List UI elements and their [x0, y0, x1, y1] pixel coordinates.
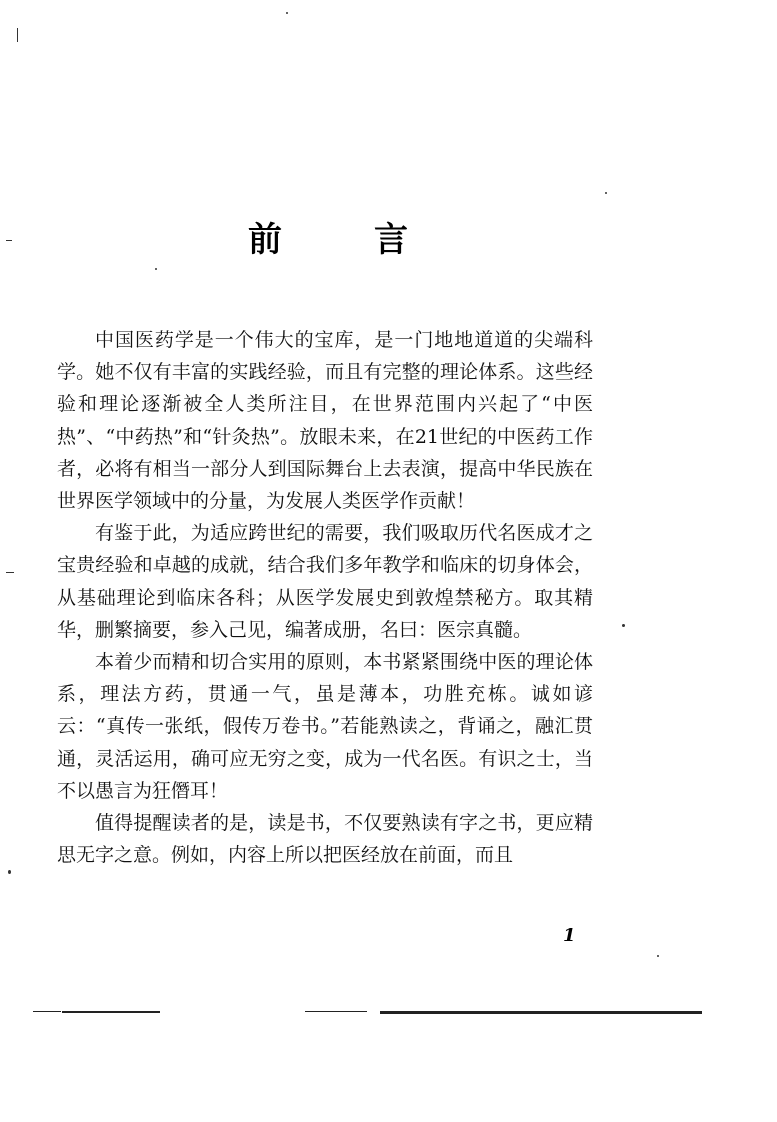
scan-speck: [6, 240, 12, 241]
scan-speck: [17, 28, 18, 42]
scan-speck: [6, 572, 14, 573]
title-char-1: 前: [248, 220, 282, 260]
paragraph-3: 本着少而精和切合实用的原则，本书紧紧围绕中医的理论体系，理法方药，贯通一气，虽是薄本，功胜充栋。诚如谚云：“真传一张纸，假传万卷书。”若能熟读之，背诵之，融汇贯通，灵活运用，确可应无穷之变，成为一代名医。有识之士，当不以愚言为狂僭耳！: [57, 651, 593, 802]
bottom-rule-segment: [305, 1011, 367, 1012]
paragraph-2: 有鉴于此，为适应跨世纪的需要，我们吸取历代名医成才之宝贵经验和卓越的成就，结合我们多年教学和临床的切身体会，从基础理论到临床各科；从医学发展史到敦煌禁秘方。取其精华，删繁摘要，参入己见，编著成册，名曰：医宗真髓。: [57, 522, 593, 641]
scan-speck: [657, 955, 659, 957]
scan-speck: [622, 624, 625, 627]
bottom-rule-segment: [380, 1011, 702, 1014]
page-title: [248, 212, 408, 261]
preface-body: [57, 324, 593, 871]
bottom-rule-segment: [33, 1011, 61, 1012]
paragraph-1: 中国医药学是一个伟大的宝库，是一门地地道道的尖端科学。她不仅有丰富的实践经验，而且有完整的理论体系。这些经验和理论逐渐被全人类所注目，在世界范围内兴起了“中医热”、“中药热”和“针灸热”。放眼未来，在21世纪的中医药工作者，必将有相当一部分人到国际舞台上去表演，提高中华民族在世界医学领域中的分量，为发展人类医学作贡献！: [57, 329, 593, 513]
scan-speck: [605, 192, 607, 194]
paragraph-4: 值得提醒读者的是，读是书，不仅要熟读有字之书，更应精思无字之意。例如，内容上所以把医经放在前面，而且: [57, 812, 593, 867]
page-number: 1: [563, 925, 576, 946]
scan-speck: [8, 870, 11, 874]
bottom-rule-segment: [62, 1011, 160, 1013]
scan-speck: [155, 268, 157, 270]
scan-speck: [286, 12, 288, 14]
title-char-2: 言: [374, 220, 408, 260]
